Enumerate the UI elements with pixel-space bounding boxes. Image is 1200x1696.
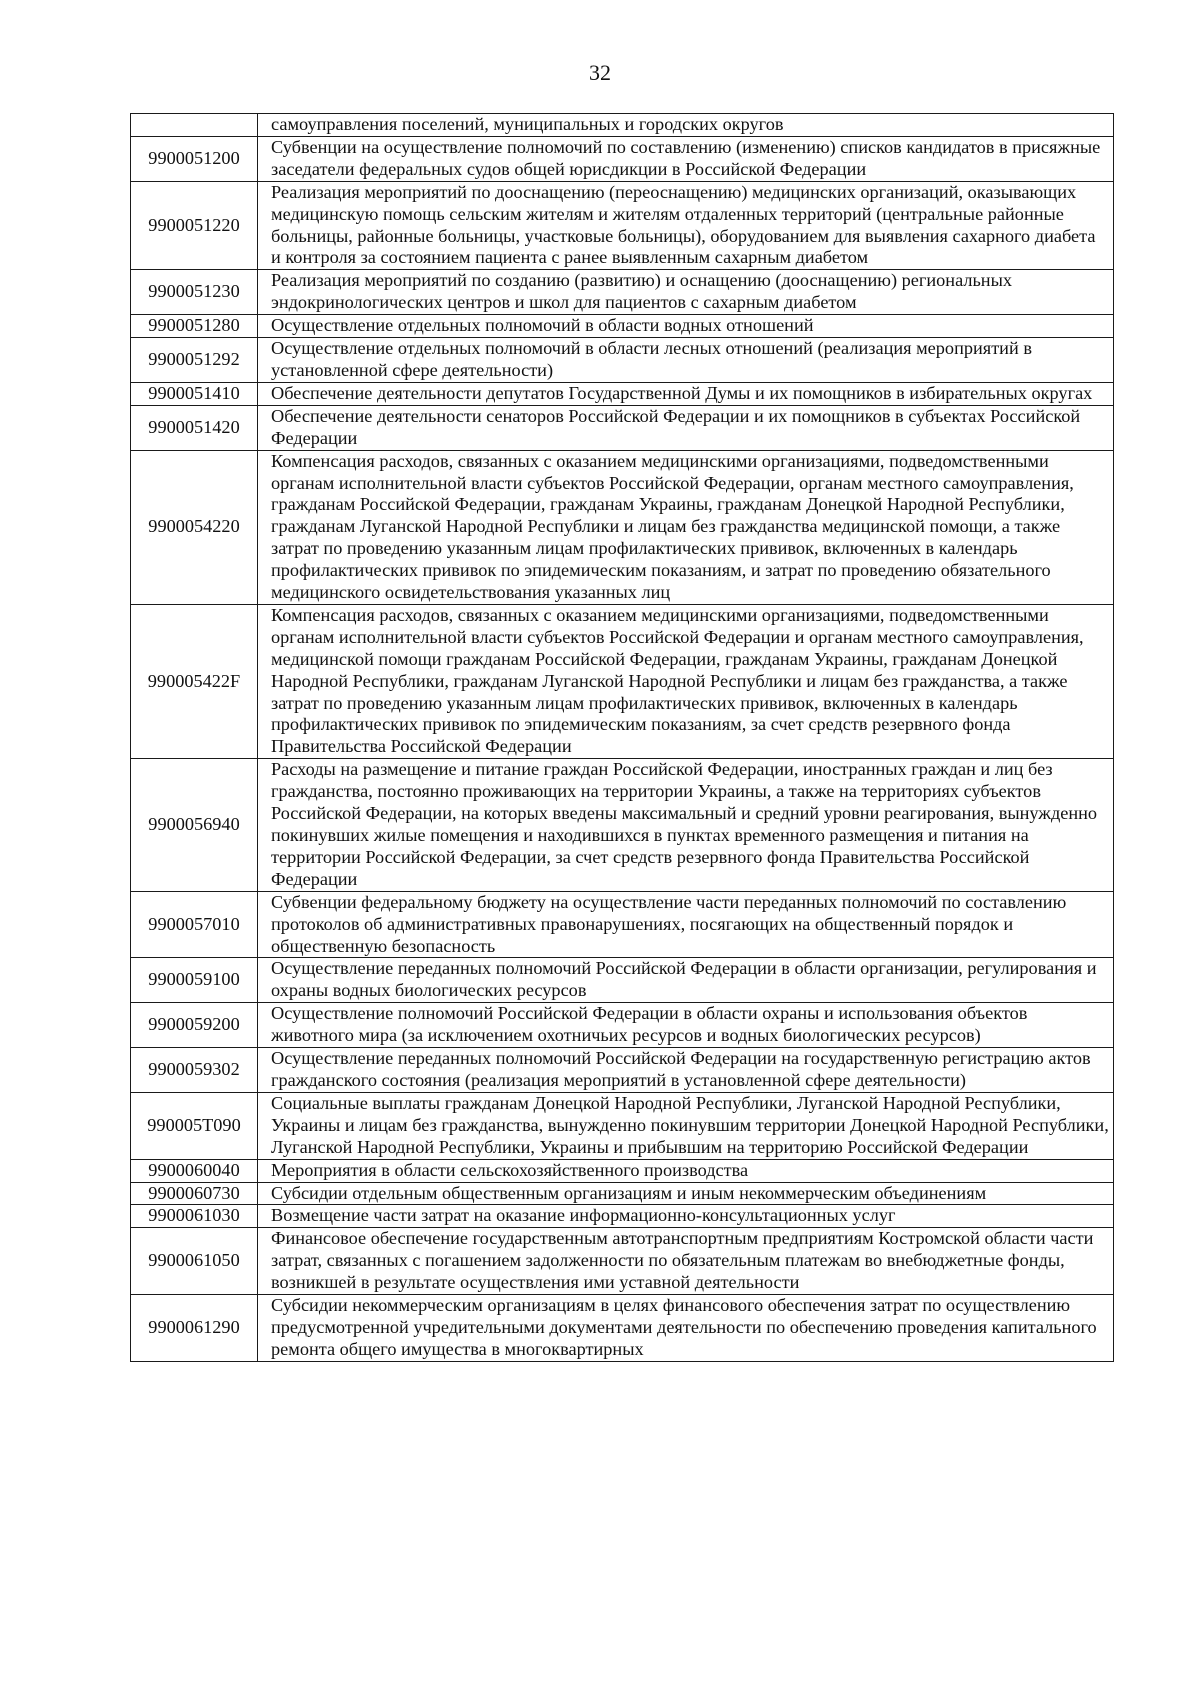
row-code: 9900059200 [131, 1003, 258, 1048]
row-description: Осуществление переданных полномочий Российской Федерации в области организации, регулирования и охраны водных биологических ресурсов [258, 958, 1114, 1003]
table-row [131, 604, 1114, 758]
table-row [131, 759, 1114, 891]
row-description: Возмещение части затрат на оказание информационно-консультационных услуг [258, 1205, 1114, 1228]
table-row [131, 450, 1114, 604]
row-code: 9900056940 [131, 759, 258, 891]
row-description: Субвенции федеральному бюджету на осуществление части переданных полномочий по составлению протоколов об административных правонарушениях, посягающих на общественный порядок и общественную безопасность [258, 891, 1114, 958]
row-code: 9900051200 [131, 136, 258, 181]
row-code: 9900059100 [131, 958, 258, 1003]
row-description: Социальные выплаты гражданам Донецкой Народной Республики, Луганской Народной Республики, Украины и лицам без гражданства, вынужденно покинувшим территории Донецкой Народной Республики, Луганской Народной Республики, Украины и прибывшим на территорию Российской Федерации [258, 1092, 1114, 1159]
row-description: Осуществление отдельных полномочий в области водных отношений [258, 315, 1114, 338]
row-code: 9900061030 [131, 1205, 258, 1228]
table-row [131, 891, 1114, 958]
row-description: Реализация мероприятий по дооснащению (переоснащению) медицинских организаций, оказывающих медицинскую помощь сельским жителям и жителям отдаленных территорий (центральные районные больницы, районные больницы, участковые больницы), оборудованием для выявления сахарного диабета и контроля за состоянием пациента с ранее выявленным сахарным диабетом [258, 181, 1114, 270]
table-row [131, 1092, 1114, 1159]
row-description: Осуществление переданных полномочий Российской Федерации на государственную регистрацию актов гражданского состояния (реализация мероприятий в установленной сфере деятельности) [258, 1048, 1114, 1093]
table-row [131, 382, 1114, 405]
row-code: 9900060730 [131, 1182, 258, 1205]
row-code: 9900051292 [131, 338, 258, 383]
table-row [131, 1048, 1114, 1093]
table-row [131, 1295, 1114, 1362]
row-description: Компенсация расходов, связанных с оказанием медицинскими организациями, подведомственными органам исполнительной власти субъектов Российской Федерации, органам местного самоуправления, гражданам Российской Федерации, гражданам Украины, гражданам Донецкой Народной Республики, гражданам Луганской Народной Республики и лицам без гражданства медицинской помощи, а также затрат по проведению указанным лицам профилактических прививок, включенных в календарь профилактических прививок по эпидемическим показаниям, и затрат по проведению обязательного медицинского освидетельствования указанных лиц [258, 450, 1114, 604]
table-row [131, 1205, 1114, 1228]
row-code: 9900051420 [131, 405, 258, 450]
table-row [131, 136, 1114, 181]
row-description: Компенсация расходов, связанных с оказанием медицинскими организациями, подведомственными органам исполнительной власти субъектов Российской Федерации и органам местного самоуправления, медицинской помощи гражданам Российской Федерации, гражданам Украины, гражданам Донецкой Народной Республики, гражданам Луганской Народной Республики и лицам без гражданства, а также затрат по проведению указанным лицам профилактических прививок, включенных в календарь профилактических прививок по эпидемическим показаниям, за счет средств резервного фонда Правительства Российской Федерации [258, 604, 1114, 758]
row-description: Мероприятия в области сельскохозяйственного производства [258, 1159, 1114, 1182]
row-code: 990005422F [131, 604, 258, 758]
row-code: 9900051220 [131, 181, 258, 270]
row-description: Субсидии некоммерческим организациям в целях финансового обеспечения затрат по осуществлению предусмотренной учредительными документами деятельности по обеспечению проведения капитального ремонта общего имущества в многоквартирных [258, 1295, 1114, 1362]
row-code: 9900061050 [131, 1228, 258, 1295]
row-description: Реализация мероприятий по созданию (развитию) и оснащению (дооснащению) региональных эндокринологических центров и школ для пациентов с сахарным диабетом [258, 270, 1114, 315]
table-row [131, 181, 1114, 270]
row-code: 9900057010 [131, 891, 258, 958]
row-code: 9900051280 [131, 315, 258, 338]
row-description: Субсидии отдельным общественным организациям и иным некоммерческим объединениям [258, 1182, 1114, 1205]
row-description: Субвенции на осуществление полномочий по составлению (изменению) списков кандидатов в присяжные заседатели федеральных судов общей юрисдикции в Российской Федерации [258, 136, 1114, 181]
row-description: Обеспечение деятельности депутатов Государственной Думы и их помощников в избирательных округах [258, 382, 1114, 405]
budget-codes-table [130, 113, 1114, 1362]
row-description: Финансовое обеспечение государственным автотранспортным предприятиям Костромской области части затрат, связанных с погашением задолженности по обязательным платежам во внебюджетные фонды, возникшей в результате осуществления ими уставной деятельности [258, 1228, 1114, 1295]
row-code: 9900051230 [131, 270, 258, 315]
row-code: 990005T090 [131, 1092, 258, 1159]
row-code: 9900059302 [131, 1048, 258, 1093]
row-code: 9900060040 [131, 1159, 258, 1182]
table-row [131, 405, 1114, 450]
row-code: 9900061290 [131, 1295, 258, 1362]
row-code: 9900054220 [131, 450, 258, 604]
table-row [131, 114, 1114, 137]
row-description: Осуществление полномочий Российской Федерации в области охраны и использования объектов животного мира (за исключением охотничьих ресурсов и водных биологических ресурсов) [258, 1003, 1114, 1048]
row-description: Расходы на размещение и питание граждан Российской Федерации, иностранных граждан и лиц без гражданства, постоянно проживающих на территории Украины, а также на территориях субъектов Российской Федерации, на которых введены максимальный и средний уровни реагирования, вынужденно покинувших жилые помещения и находившихся в пунктах временного размещения и питания на территории Российской Федерации, за счет средств резервного фонда Правительства Российской Федерации [258, 759, 1114, 891]
table-row [131, 1228, 1114, 1295]
table-row [131, 1003, 1114, 1048]
table-row [131, 315, 1114, 338]
page-number: 32 [589, 60, 611, 85]
row-description: самоуправления поселений, муниципальных и городских округов [258, 114, 1114, 137]
table-row [131, 1159, 1114, 1182]
row-description: Обеспечение деятельности сенаторов Российской Федерации и их помощников в субъектах Российской Федерации [258, 405, 1114, 450]
table-row [131, 270, 1114, 315]
table-row [131, 338, 1114, 383]
table-row [131, 958, 1114, 1003]
table-body [131, 114, 1114, 1362]
row-code: 9900051410 [131, 382, 258, 405]
table-row [131, 1182, 1114, 1205]
row-description: Осуществление отдельных полномочий в области лесных отношений (реализация мероприятий в установленной сфере деятельности) [258, 338, 1114, 383]
row-code [131, 114, 258, 137]
